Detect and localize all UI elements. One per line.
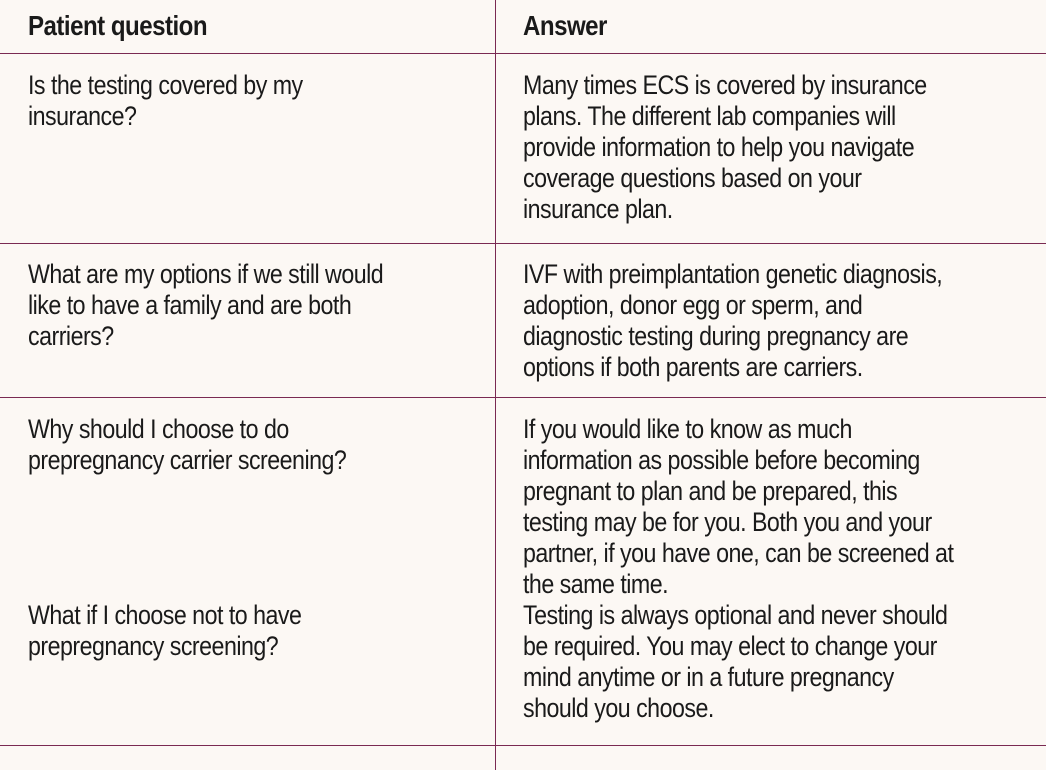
question-cell: Why should I choose to do prepregnancy carrier screening? xyxy=(28,414,347,475)
column-divider xyxy=(495,0,496,770)
answer-cell: If you would like to know as much information as possible before becoming pregnant to plan and be prepared, this testing may be for you. Both you and your partner, if you have one, can be screened at the same time. xyxy=(523,414,954,599)
row-divider xyxy=(0,745,1046,746)
question-cell: What are my options if we still would like to have a family and are both carriers? xyxy=(28,259,384,351)
question-cell: Is the testing covered by my insurance? xyxy=(28,70,303,131)
question-cell: What if I choose not to have prepregnancy screening? xyxy=(28,600,302,661)
header-divider xyxy=(0,53,1046,54)
row-divider xyxy=(0,397,1046,398)
answer-cell: Many times ECS is covered by insurance plans. The different lab companies will provide information to help you navigate coverage questions based on your insurance plan. xyxy=(523,70,927,224)
answer-cell: Testing is always optional and never should be required. You may elect to change your mind anytime or in a future pregnancy should you choose. xyxy=(523,600,948,723)
column-header-question: Patient question xyxy=(28,10,208,41)
answer-cell: IVF with preimplantation genetic diagnosis, adoption, donor egg or sperm, and diagnostic testing during pregnancy are options if both parents are carriers. xyxy=(523,259,943,382)
row-divider xyxy=(0,243,1046,244)
column-header-answer: Answer xyxy=(523,10,607,41)
